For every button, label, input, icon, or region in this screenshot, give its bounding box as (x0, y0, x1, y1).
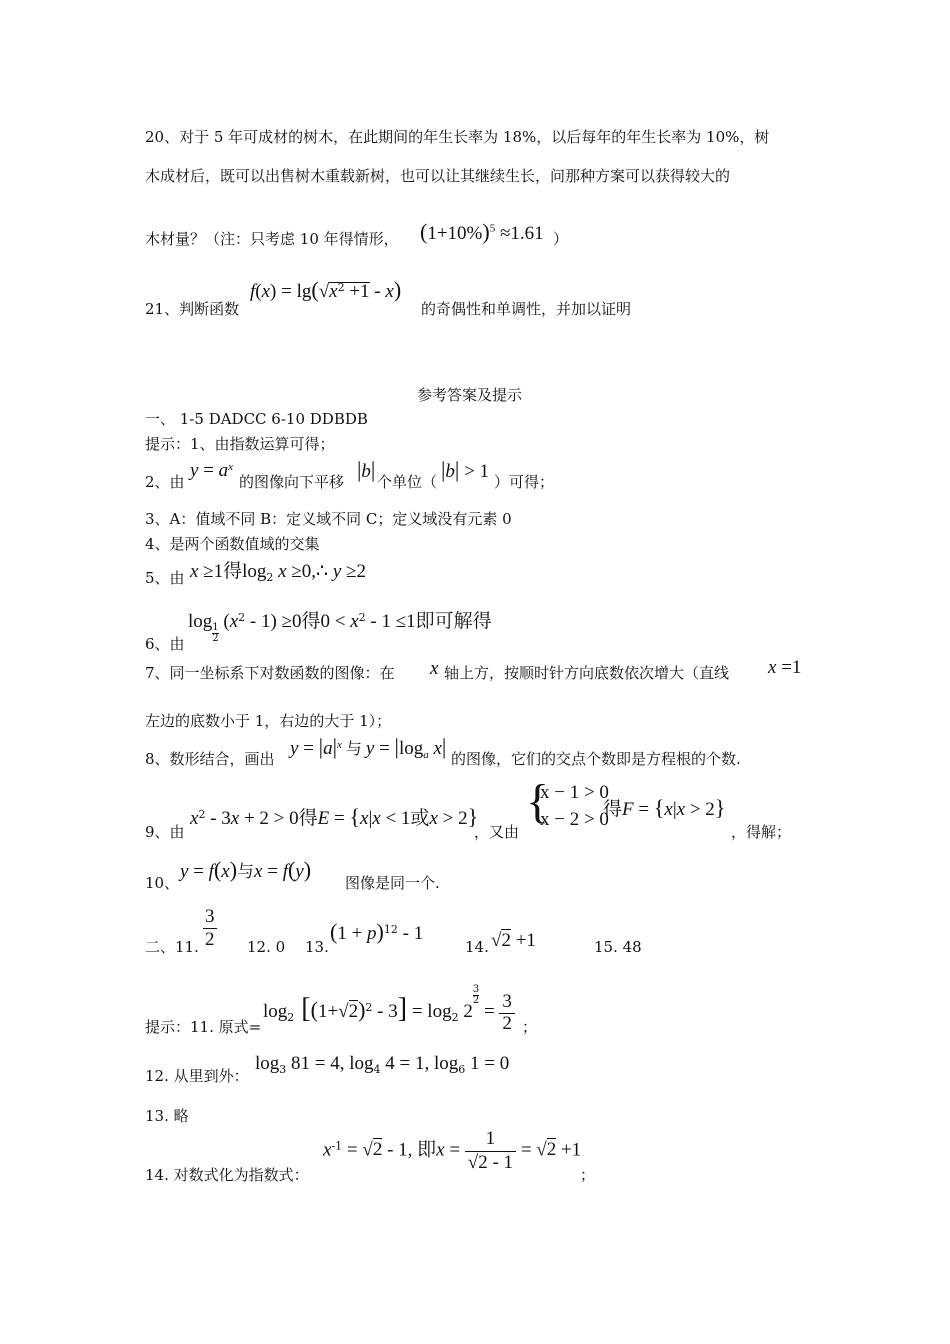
answer-14-formula: √2 +1 (491, 930, 536, 951)
hint-14-formula: $x^{-1} = √2 - 1$, 即x = $\frac{1}{√2 - 1}$ = √2 +1 (323, 1128, 582, 1173)
hint-12-formula: $\log_3 81 = 4$, $\log_4 4 = 1$, $\log_6 1 = 0$ (255, 1053, 510, 1076)
answer-11-numerator: 3 (205, 906, 215, 927)
hint-11-suffix: ； (522, 1018, 538, 1036)
a2-mid: 的图像向下平移 (239, 473, 345, 491)
hint-14-prefix: 14. 对数式化为指数式： (145, 1166, 309, 1184)
a9-suffix: ，得解； (731, 823, 792, 841)
a5-prefix: 5、由 (145, 569, 185, 587)
a9-prefix: 9、由 (145, 823, 185, 841)
answer-15: 15. 48 (594, 938, 642, 956)
q21-suffix: 的奇偶性和单调性，并加以证明 (421, 300, 632, 318)
answer-12: 12. 0 (247, 938, 286, 956)
q21-prefix: 21、判断函数 (145, 300, 240, 318)
a9-formula-2: 得F = {x|x > 2} (603, 795, 726, 820)
a7-line2: 左边的底数小于 1，右边的大于 1）； (145, 712, 392, 730)
hint-13: 13. 略 (145, 1107, 189, 1125)
a2-suffix: ）可得； (494, 473, 555, 491)
a2-mid2: 个单位（ (377, 473, 438, 491)
hint-12-prefix: 12. 从里到外： (145, 1067, 249, 1085)
hint-1: 提示：1、由指数运算可得； (145, 435, 335, 453)
hint-11-formula: $\log_2 [(1+√2)^2 - 3] = \log_2 2$ $\frac{3}{2}$ = $\frac{3}{2}$ (263, 985, 515, 1034)
a2-formula-1: $y = a^x$ (190, 460, 234, 481)
a3: 3、A：值域不同 B：定义域不同 C；定义域没有元素 0 (145, 510, 512, 528)
a10-suffix: 图像是同一个. (345, 874, 440, 892)
section2-label: 二、11. (145, 938, 199, 956)
q20-formula: $(1+10\%)^5 \approx 1.61$ (420, 219, 544, 244)
answer-11-fraction (203, 906, 217, 951)
answers-section1: 一、 1-5 DADCC 6-10 DDBDB (145, 410, 368, 428)
a6-formula: log $\frac{1}{2}$ $(x^2 - 1) \ge 0$得$0 < x^2 - 1 \le 1$即可解得 (188, 611, 492, 644)
a9-system-line2: x − 2 > 0 (540, 809, 609, 830)
q20-line3-suffix: ） (553, 230, 569, 248)
a10-prefix: 10、 (145, 874, 180, 892)
a8-formula: $y = |a|^x$ 与 $y = |\log_a$ x| (290, 734, 447, 761)
a8-prefix: 8、数形结合，画出 (145, 750, 275, 768)
a9-system-brace: { (526, 775, 550, 828)
a8-suffix: 的图像，它们的交点个数即是方程根的个数. (451, 750, 741, 768)
a7-x: x (430, 658, 439, 679)
q20-line2: 木成材后，既可以出售树木重载新树，也可以让其继续生长，问那种方案可以获得较大的 (145, 167, 731, 185)
a4: 4、是两个函数值域的交集 (145, 535, 320, 553)
a2-prefix: 2、由 (145, 473, 185, 491)
a6-prefix: 6、由 (145, 635, 185, 653)
a2-formula-3: |b| > 1 (441, 457, 490, 482)
a9-mid: ，又由 (474, 823, 520, 841)
a7-line1: 7、同一坐标系下对数函数的图像：在 (145, 664, 395, 682)
answer-14-label: 14. (465, 938, 489, 956)
q20-line1: 20、对于 5 年可成材的树木，在此期间的年生长率为 18%，以后每年的年生长率为 10%，树 (145, 128, 770, 146)
a10-formula: y = f(x)与x = f(y) (180, 857, 312, 882)
answer-11-denominator: 2 (205, 928, 215, 950)
a2-formula-2: |b| (357, 457, 376, 482)
hint-14-suffix: ； (580, 1166, 596, 1184)
a9-formula-1: $x^2 - 3x + 2 > 0$得E = {x|x < 1或x > 2} (190, 804, 479, 829)
q20-line3-prefix: 木材量？（注：只考虑 10 年得情形， (145, 230, 399, 248)
q21-formula: $f(x) = \lg(√x^2 +1 - x)$ (250, 277, 402, 302)
answer-13-label: 13. (305, 938, 329, 956)
answer-13-formula: $(1 + p)^{12} - 1$ (330, 919, 424, 944)
a7-formula: x =1 (768, 657, 802, 678)
a5-formula: x ≥1得$\log_2 x$ ≥0,∴ y ≥2 (190, 561, 366, 584)
hint-11-prefix: 提示：11. 原式= (145, 1018, 262, 1036)
answers-title: 参考答案及提示 (417, 386, 523, 404)
a9-system-line1: x − 1 > 0 (540, 782, 609, 803)
a7-mid: 轴上方，按顺时针方向底数依次增大（直线 (444, 664, 730, 682)
